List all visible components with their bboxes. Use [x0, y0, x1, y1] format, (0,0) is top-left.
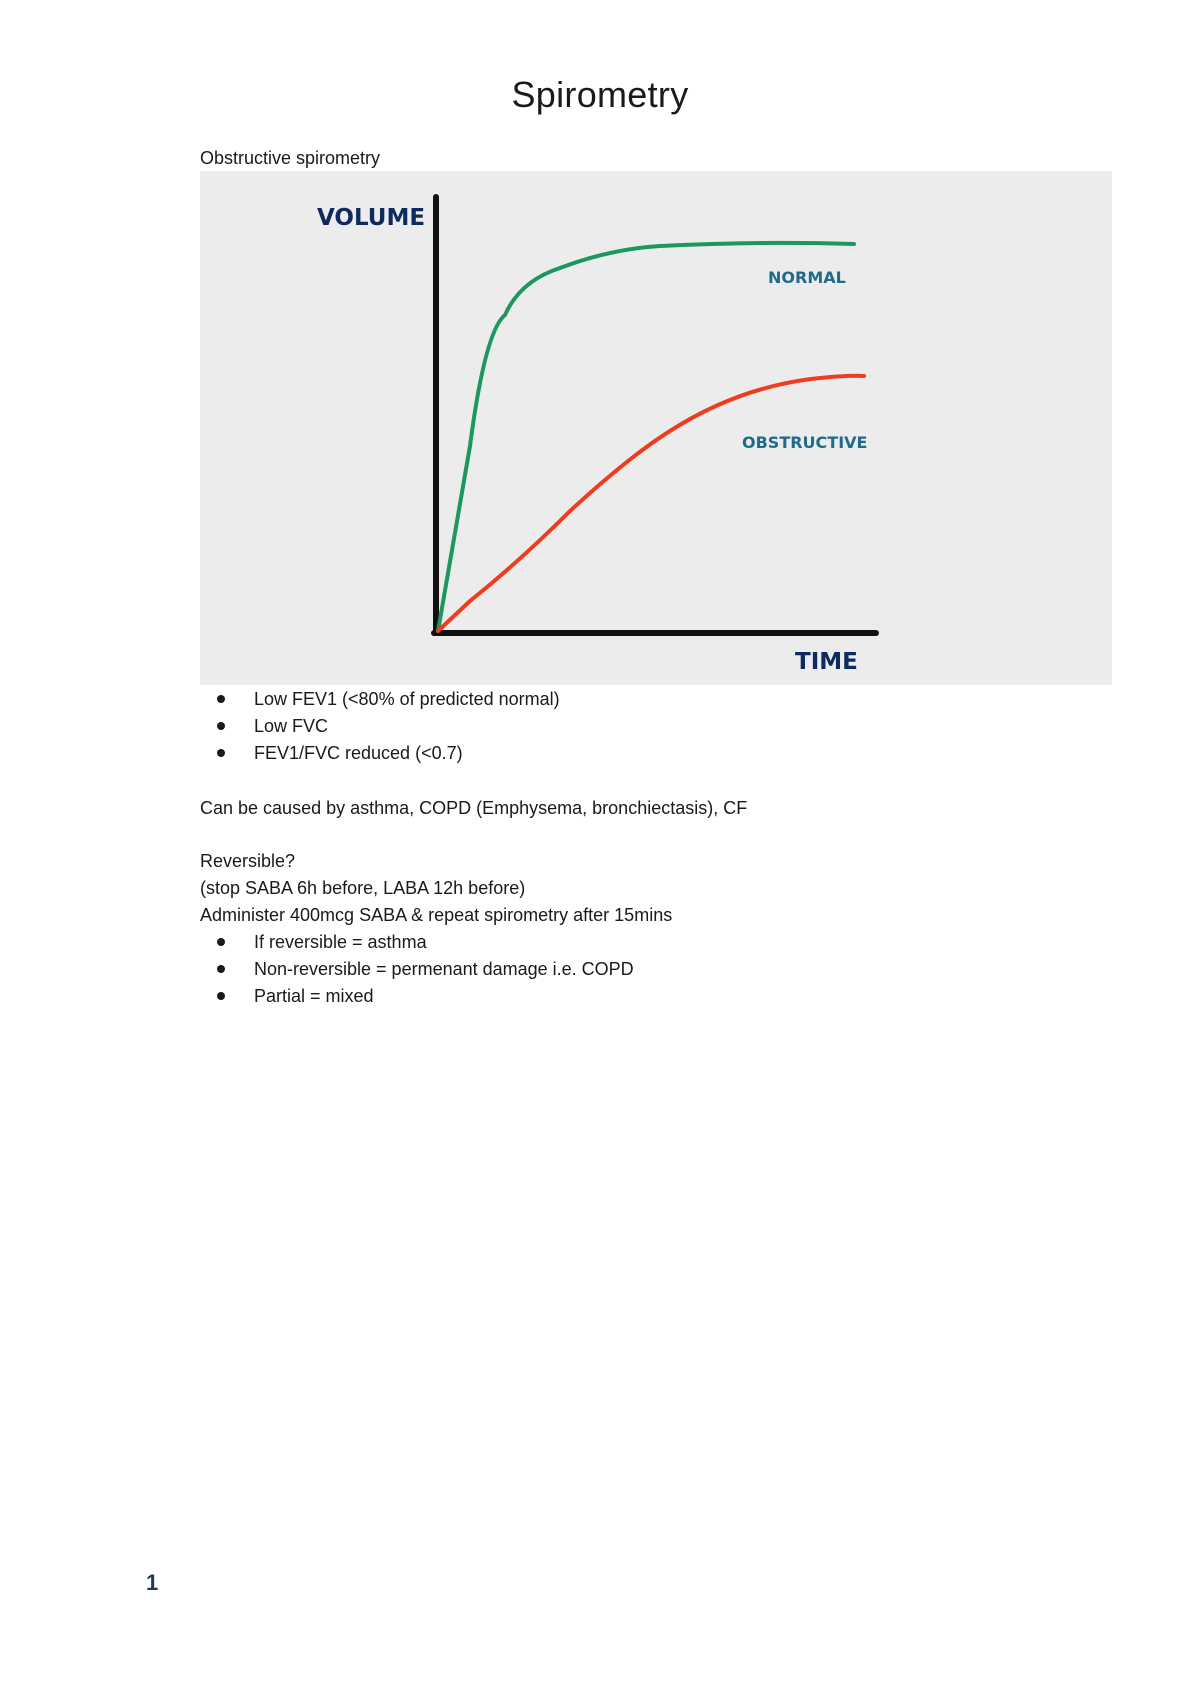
- list-item: [200, 983, 672, 1010]
- y-axis-label: VOLUME: [317, 205, 426, 231]
- volume-time-graph: [200, 171, 1112, 685]
- obstructive-curve-label: OBSTRUCTIVE: [742, 433, 868, 452]
- page-number: 1: [146, 1570, 159, 1595]
- causes-paragraph: Can be caused by asthma, COPD (Emphysema, bronchiectasis), CF: [200, 798, 748, 818]
- list-item-text: Low FVC: [254, 716, 329, 736]
- list-item-text: If reversible = asthma: [254, 932, 427, 952]
- bullet-icon: [217, 965, 225, 973]
- bullet-icon: [217, 695, 225, 703]
- findings-section: [200, 686, 560, 767]
- reversibility-question: Reversible?: [200, 851, 296, 871]
- list-item-text: Non-reversible = permenant damage i.e. COPD: [254, 959, 634, 979]
- list-item: [200, 686, 560, 713]
- list-item-text: Partial = mixed: [254, 986, 374, 1006]
- list-item-text: Low FEV1 (<80% of predicted normal): [254, 689, 560, 709]
- findings-list: [200, 686, 560, 767]
- bullet-icon: [217, 938, 225, 946]
- x-axis-label: TIME: [795, 649, 858, 675]
- reversibility-section: [200, 848, 672, 1010]
- spirometry-figure: [200, 171, 1112, 685]
- list-item: [200, 713, 560, 740]
- bullet-icon: [217, 722, 225, 730]
- section-heading: Obstructive spirometry: [200, 148, 381, 168]
- bullet-icon: [217, 749, 225, 757]
- bullet-icon: [217, 992, 225, 1000]
- normal-curve-label: NORMAL: [768, 268, 846, 287]
- list-item: [200, 740, 560, 767]
- list-item-text: FEV1/FVC reduced (<0.7): [254, 743, 463, 763]
- obstructive-curve: [438, 376, 864, 631]
- reversibility-outcomes-list: [200, 929, 672, 1010]
- list-item: [200, 929, 672, 956]
- reversibility-instruction: (stop SABA 6h before, LABA 12h before): [200, 878, 526, 898]
- reversibility-instruction: Administer 400mcg SABA & repeat spirometry after 15mins: [200, 905, 673, 925]
- page-title: Spirometry: [511, 74, 689, 115]
- list-item: [200, 956, 672, 983]
